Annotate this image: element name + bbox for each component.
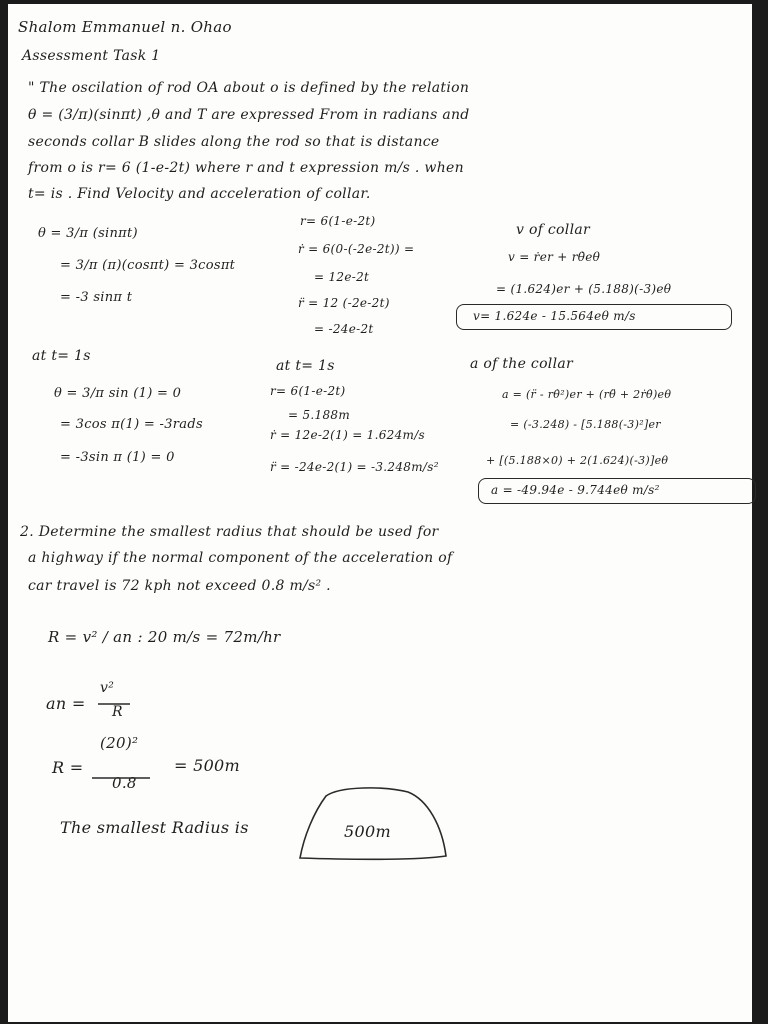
at-t-1s-label: at t= 1s — [32, 348, 91, 364]
velocity-formula: v = ṙer + rθ̇eθ — [508, 250, 601, 264]
normal-accel-lhs: an = — [46, 694, 86, 713]
acceleration-formula: a = (r̈ - rθ̇²)er + (rθ̈ + 2ṙθ̇)eθ — [502, 388, 672, 401]
velocity-heading: v of collar — [516, 222, 590, 238]
r-dot-at-1s: ṙ = 12e-2(1) = 1.624m/s — [270, 428, 425, 442]
normal-accel-numerator: v² — [100, 680, 115, 696]
r-ddot-equation: r̈ = 12 (-2e-2t) — [298, 296, 390, 310]
answer-outline — [300, 788, 446, 859]
theta-equation: θ = 3/π (sinπt) — [38, 226, 138, 241]
q2-statement-line-2: a highway if the normal component of the acceleration of — [28, 550, 453, 566]
radius-formula: R = v² / an : 20 m/s = 72m/hr — [48, 628, 281, 646]
theta-dot-equation: = 3/π (π)(cosπt) = 3cosπt — [60, 258, 236, 273]
r-dot-equation: ṙ = 6(0-(-2e-2t)) = — [298, 242, 415, 256]
q2-statement-line-3: car travel is 72 kph not exceed 0.8 m/s² . — [28, 578, 331, 594]
q1-statement-line-1: " The oscilation of rod OA about o is defined by the relation — [28, 80, 470, 96]
radius-calc-lhs: R = — [52, 758, 84, 777]
r-at-1s: r= 6(1-e-2t) — [270, 384, 346, 398]
q1-statement-line-4: from o is r= 6 (1-e-2t) where r and t expression m/s . when — [28, 160, 464, 176]
student-name: Shalom Emmanuel n. Ohao — [18, 18, 232, 36]
theta-ddot-at-1s: = -3sin π (1) = 0 — [60, 450, 175, 465]
conclusion-text: The smallest Radius is — [60, 818, 249, 837]
acceleration-answer: a = -49.94e - 9.744eθ m/s² — [491, 483, 660, 497]
q1-statement-line-2: θ = (3/π)(sinπt) ,θ and T are expressed From in radians and — [28, 107, 470, 123]
theta-dot-at-1s: = 3cos π(1) = -3rads — [60, 417, 203, 432]
radius-calc-result: = 500m — [174, 756, 241, 775]
acceleration-substitution-2: + [(5.188×0) + 2(1.624)(-3)]eθ — [486, 454, 669, 467]
velocity-answer: v= 1.624e - 15.564eθ m/s — [473, 309, 636, 323]
q1-statement-line-5: t= is . Find Velocity and acceleration of collar. — [28, 186, 371, 202]
r-ddot-at-1s: r̈ = -24e-2(1) = -3.248m/s² — [270, 460, 439, 474]
r-dot-simplified: = 12e-2t — [314, 270, 370, 284]
q1-statement-line-3: seconds collar B slides along the rod so that is distance — [28, 134, 440, 150]
r-ddot-simplified: = -24e-2t — [314, 322, 374, 336]
assessment-title: Assessment Task 1 — [22, 48, 161, 64]
theta-ddot-equation: = -3 sinπ t — [60, 290, 133, 305]
final-answer: 500m — [344, 822, 391, 841]
at-t-1s-label-2: at t= 1s — [276, 358, 335, 374]
acceleration-substitution-1: = (-3.248) - [5.188(-3)²]er — [510, 418, 661, 431]
r-equation: r= 6(1-e-2t) — [300, 214, 376, 228]
acceleration-heading: a of the collar — [470, 356, 573, 372]
theta-at-1s: θ = 3/π sin (1) = 0 — [54, 386, 182, 401]
radius-calc-numerator: (20)² — [100, 734, 139, 752]
radius-calc-denominator: 0.8 — [112, 774, 137, 792]
q2-statement-line-1: 2. Determine the smallest radius that should be used for — [20, 524, 439, 540]
normal-accel-denominator: R — [112, 704, 123, 720]
velocity-substitution: = (1.624)er + (5.188)(-3)eθ — [496, 282, 672, 296]
r-value: = 5.188m — [288, 408, 351, 422]
